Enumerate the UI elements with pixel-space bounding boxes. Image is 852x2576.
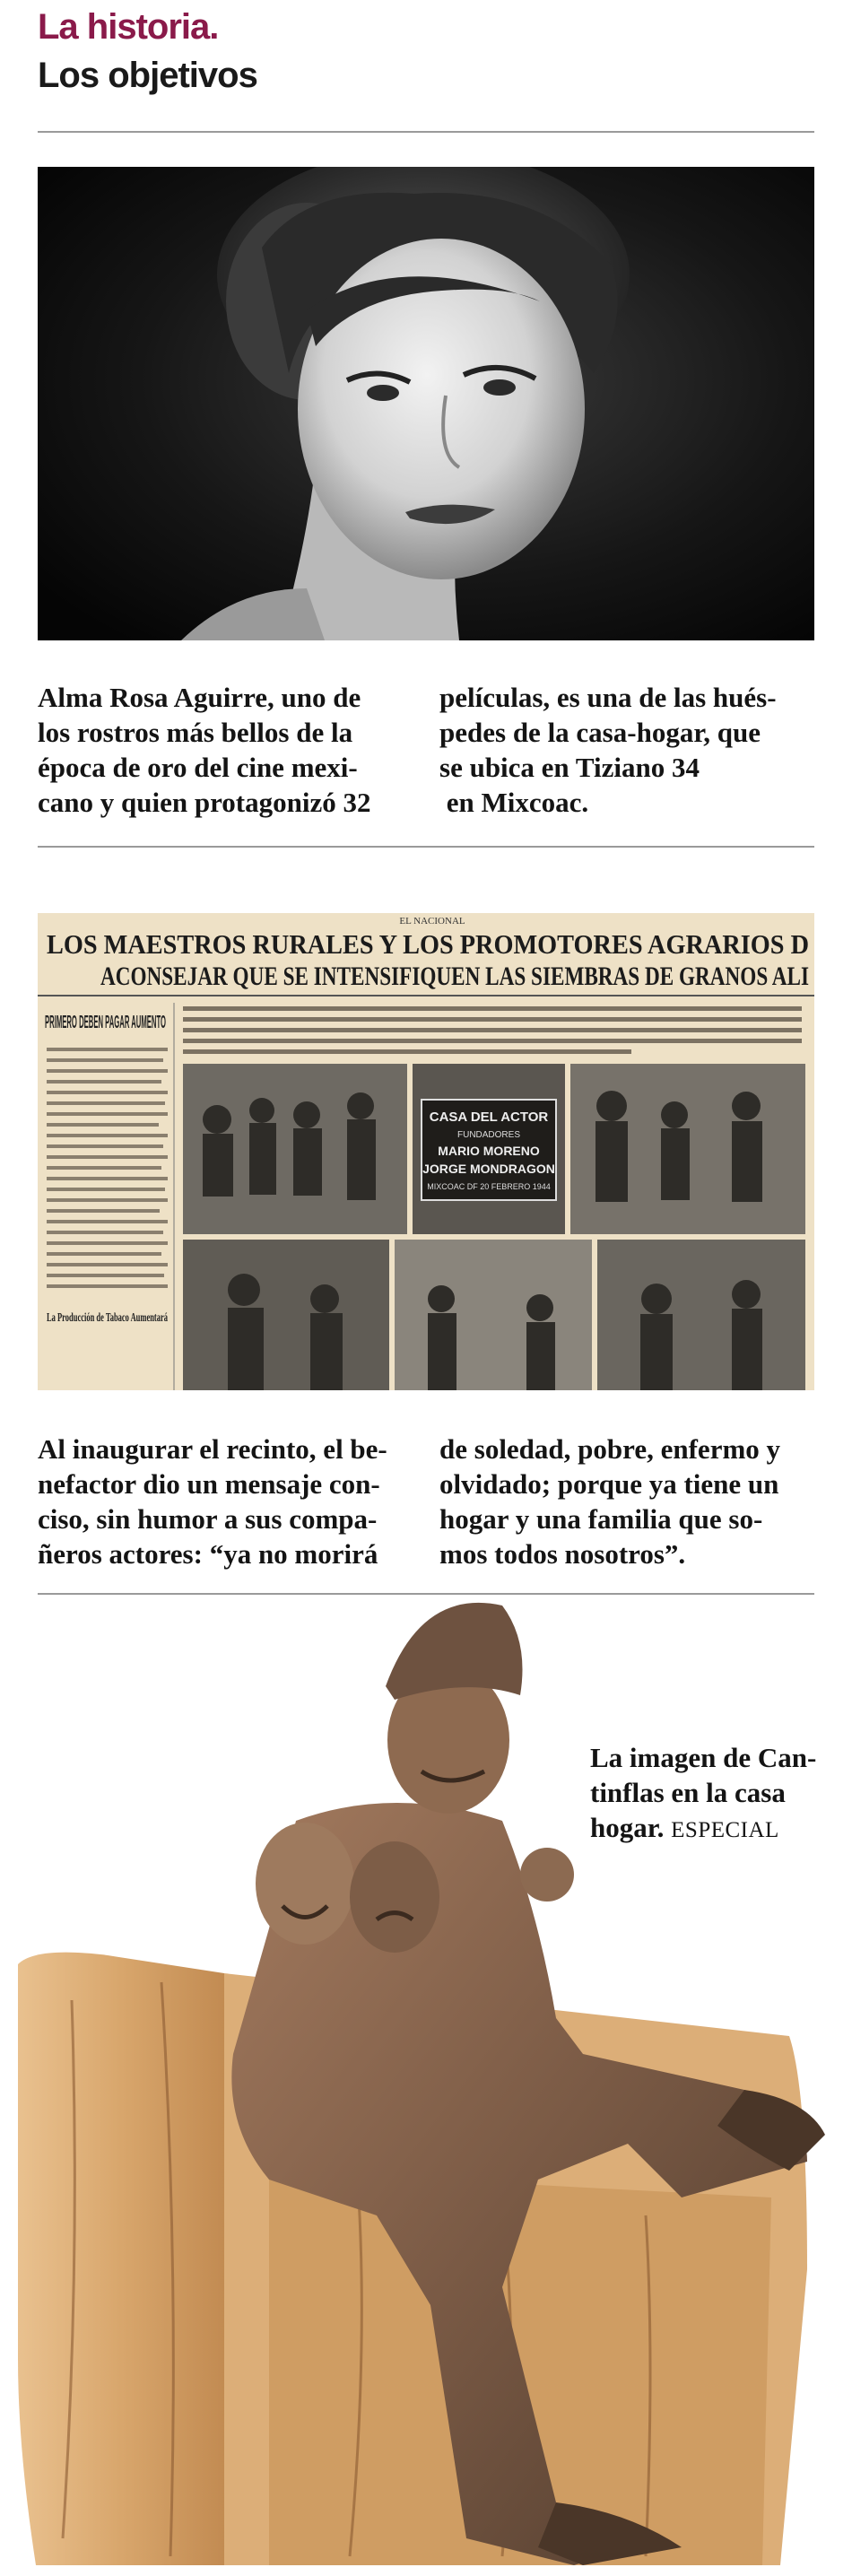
newspaper-headline-1: LOS MAESTROS RURALES Y LOS PROMOTORES AGRARIOS D [47,928,809,960]
middle-divider-1 [38,846,814,848]
caption-inauguration [38,1432,432,1571]
caption-line: hogar y una familia que so- [439,1503,763,1535]
sign-line-3: MARIO MORENO [438,1144,540,1158]
caption-line: Al inaugurar el recinto, el be- [38,1433,387,1465]
portrait-photo [38,167,814,640]
statue-photo [0,1552,852,2576]
caption-portrait [38,680,414,820]
caption-statue [590,1740,832,1848]
caption-line: tinflas en la casa [590,1777,786,1808]
caption-line: época de oro del cine mexi- [38,752,358,783]
caption-line: ciso, sin humor a sus compa- [38,1503,378,1535]
caption-line: olvidado; porque ya tiene un [439,1468,779,1500]
newspaper-masthead: EL NACIONAL [399,916,465,927]
caption-line: de soledad, pobre, enfermo y [439,1433,781,1465]
caption-line: pedes de la casa-hogar, que [439,717,761,748]
sign-line-4: JORGE MONDRAGON [422,1162,555,1176]
sign-line-2: FUNDADORES [456,1130,521,1140]
newspaper-side-bottom: La Producción de Tabaco Aumentará [47,1311,168,1325]
caption-line: cano y quien protagonizó 32 [38,787,371,818]
sign-line-1: CASA DEL ACTOR [429,1110,549,1125]
photo-credit: ESPECIAL [671,1818,779,1842]
caption-line: La imagen de Can- [590,1742,817,1773]
caption-line: ñeros actores: “ya no morirá [38,1538,378,1570]
newspaper-side-head: PRIMERO DEBEN PAGAR AUMENTO [45,1013,166,1032]
caption-line: nefactor dio un mensaje con- [38,1468,380,1500]
caption-portrait-cont [439,680,825,820]
sign-line-5: MIXCOAC DF 20 FEBRERO 1944 [427,1182,551,1191]
caption-line: se ubica en Tiziano 34 [439,752,700,783]
section-kicker: La historia. [38,7,219,47]
caption-line: Alma Rosa Aguirre, uno de [38,682,361,713]
section-title: Los objetivos [38,56,257,95]
caption-line: en Mixcoac. [439,787,589,818]
newspaper-clipping [38,913,814,1390]
caption-inauguration-cont [439,1432,825,1571]
caption-line: películas, es una de las hués- [439,682,777,713]
caption-line: mos todos nosotros”. [439,1538,686,1570]
newspaper-headline-2: ACONSEJAR QUE SE INTENSIFIQUEN LAS SIEMBRAS DE GRANOS ALI [100,962,809,991]
caption-line: hogar. [590,1812,665,1843]
caption-line: los rostros más bellos de la [38,717,353,748]
top-divider [38,131,814,133]
